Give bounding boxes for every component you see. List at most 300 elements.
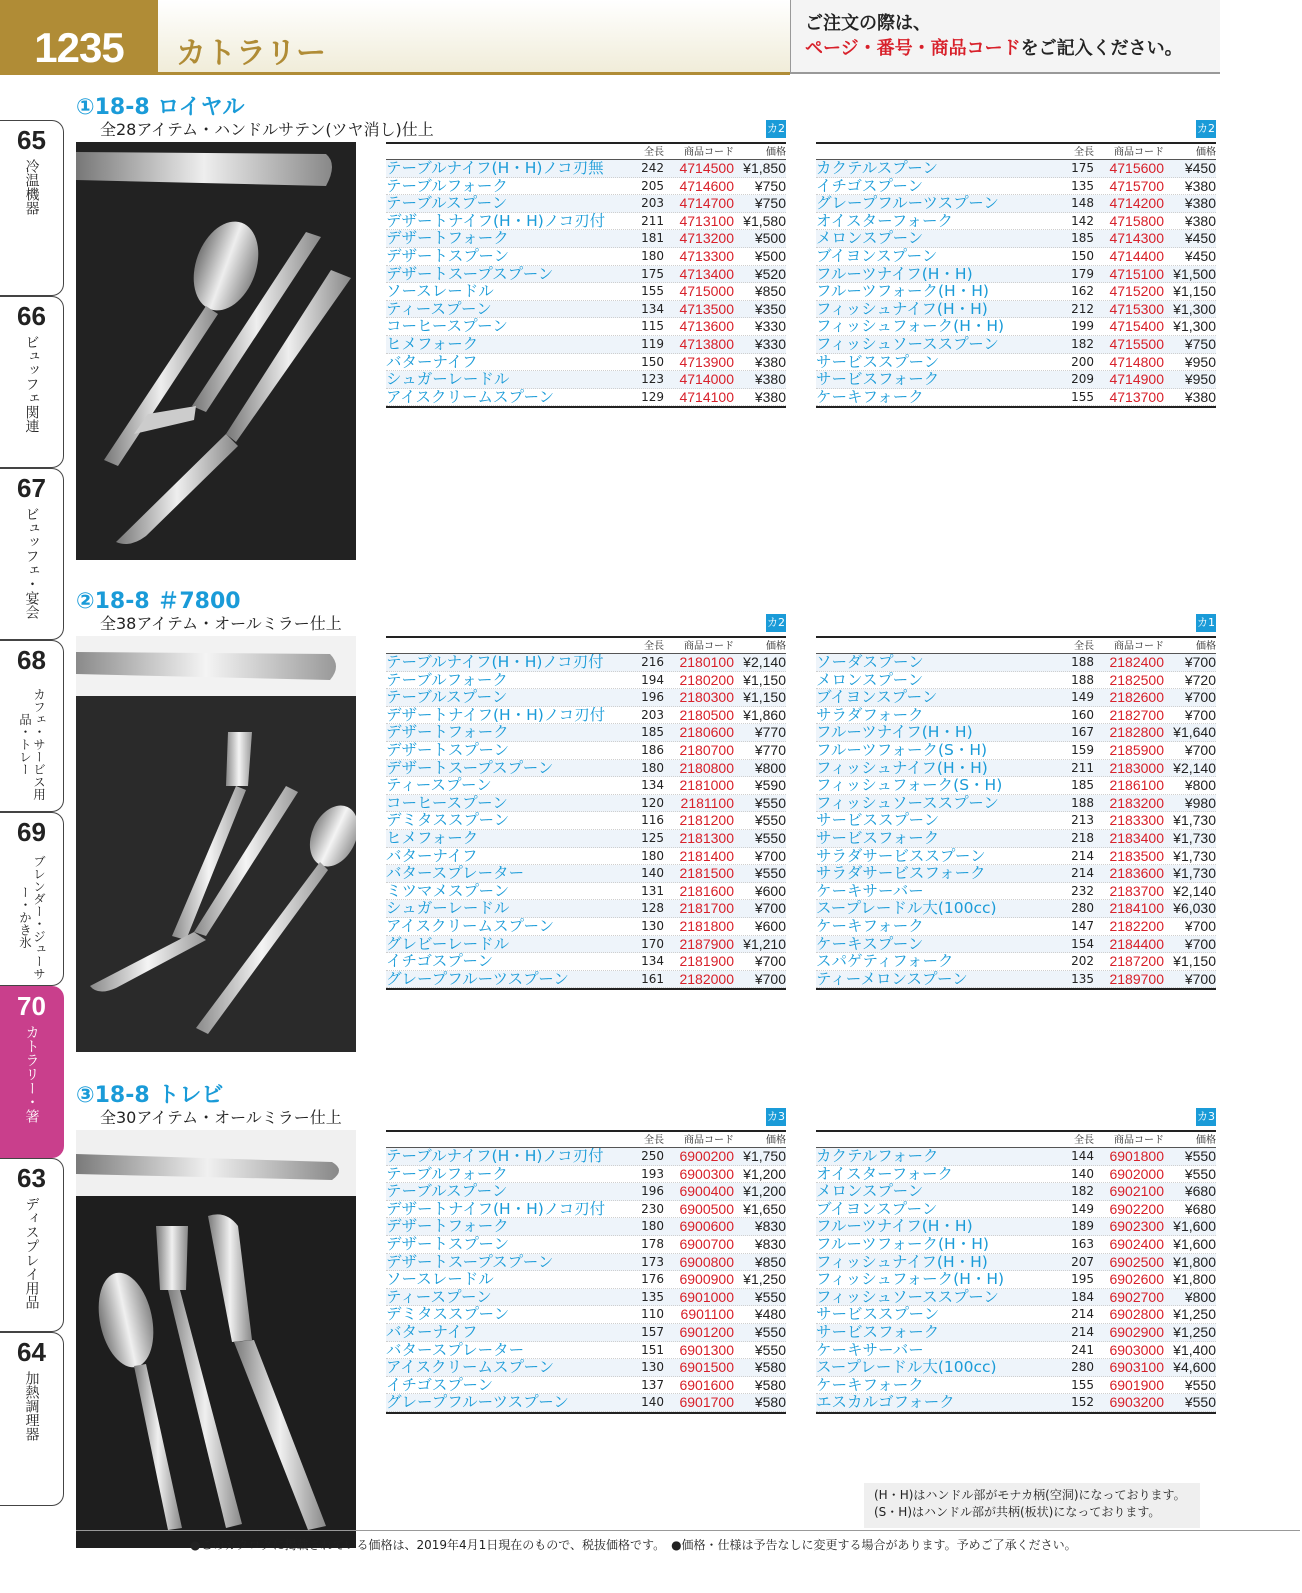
item-price: ¥500: [754, 247, 786, 264]
item-price: ¥450: [1184, 247, 1216, 264]
side-tab-67[interactable]: [0, 468, 64, 640]
item-code: 2181100: [680, 794, 734, 811]
section-subtitle-trevi: 全30アイテム・オールミラー仕上: [100, 1108, 342, 1127]
item-name: デザートフォーク: [386, 724, 509, 741]
tab-number: 65: [17, 125, 46, 155]
item-length: 144: [1071, 1149, 1094, 1163]
item-price: ¥1,250: [1173, 1323, 1216, 1340]
item-name: イチゴスプーン: [386, 1376, 494, 1394]
item-name: アイスクリームスプーン: [386, 388, 555, 406]
item-code: 2183000: [1109, 759, 1164, 776]
note-line-1: (H・H)はハンドル部がモナカ柄(空洞)になっております。: [874, 1488, 1186, 1502]
item-length: 149: [1071, 690, 1094, 705]
item-name: フィッシュフォーク(H・H): [816, 318, 1005, 335]
item-price: ¥950: [1184, 353, 1216, 370]
col-price: 価格: [766, 147, 786, 158]
tab-number: 64: [17, 1337, 46, 1367]
item-code: 2181600: [679, 882, 734, 899]
page-title: カトラリー: [176, 36, 326, 71]
item-price: ¥1,250: [1173, 1306, 1216, 1323]
item-price: ¥6,030: [1173, 900, 1216, 917]
item-code: 2184400: [1109, 935, 1164, 952]
item-name: サービススプーン: [816, 1306, 940, 1323]
table-row: [816, 1359, 1216, 1377]
table-row: [386, 654, 786, 672]
item-code: 2181700: [679, 900, 734, 917]
item-price: ¥1,730: [1173, 865, 1216, 882]
item-price: ¥550: [754, 1341, 786, 1358]
notice-highlight: ページ・番号・商品コード: [805, 38, 1021, 59]
item-length: 115: [641, 319, 664, 334]
item-length: 167: [1071, 725, 1094, 740]
item-name: テーブルフォーク: [386, 1165, 508, 1183]
item-length: 241: [1071, 1342, 1094, 1357]
table-row: [816, 213, 1216, 231]
table-row: [386, 812, 786, 830]
item-code: 6900200: [679, 1148, 734, 1164]
item-name: ケーキフォーク: [816, 388, 924, 406]
item-code: 6902600: [1109, 1271, 1164, 1288]
item-code: 4715300: [1109, 300, 1164, 317]
item-code: 2181900: [679, 953, 734, 970]
item-name: グレープフルーツスプーン: [386, 1394, 569, 1411]
table-row: [386, 354, 786, 372]
table-row: [816, 371, 1216, 389]
item-name: テーブルスプーン: [386, 195, 508, 212]
item-length: 142: [1071, 213, 1094, 228]
table-row: [386, 371, 786, 389]
price-table-7800-right: [816, 616, 1216, 990]
side-tab-69[interactable]: [0, 812, 64, 986]
item-price: ¥550: [754, 812, 786, 829]
table-row: [816, 1394, 1216, 1412]
item-code: 2180500: [679, 706, 734, 723]
col-price: 価格: [766, 1135, 786, 1146]
item-price: ¥1,500: [1173, 265, 1216, 282]
tab-label: カフェ・サービス用品・トレー: [17, 687, 47, 801]
item-name: フルーツフォーク(H・H): [816, 283, 989, 300]
item-price: ¥550: [1184, 1148, 1216, 1164]
item-code: 2183600: [1109, 865, 1164, 882]
item-length: 170: [641, 936, 664, 951]
item-price: ¥550: [1184, 1376, 1216, 1393]
item-length: 137: [641, 1377, 664, 1392]
item-length: 148: [1071, 196, 1094, 211]
item-length: 212: [1071, 301, 1094, 316]
table-header: [386, 636, 786, 654]
item-length: 196: [641, 1184, 664, 1199]
item-code: 4713200: [679, 230, 734, 247]
item-name: サービスフォーク: [816, 371, 940, 388]
table-body: [816, 1148, 1216, 1414]
item-name: デザートスプーン: [386, 741, 510, 759]
item-length: 151: [641, 1342, 664, 1357]
item-price: ¥700: [1184, 689, 1216, 706]
table-header: [386, 1130, 786, 1148]
item-price: ¥380: [1184, 212, 1216, 229]
item-code: 2182700: [1109, 706, 1164, 723]
item-price: ¥380: [1184, 195, 1216, 212]
item-code: 4715200: [1109, 283, 1164, 300]
item-length: 214: [1071, 866, 1094, 881]
item-name: ケーキフォーク: [816, 1376, 924, 1394]
item-name: デザートスープスプーン: [386, 265, 554, 283]
item-length: 180: [641, 760, 664, 775]
item-price: ¥700: [754, 970, 786, 987]
item-code: 2183300: [1109, 812, 1164, 829]
item-price: ¥4,600: [1173, 1359, 1216, 1376]
item-name: ケーキサーバー: [816, 882, 924, 900]
item-length: 155: [1071, 389, 1094, 404]
side-tab-64[interactable]: [0, 1332, 64, 1506]
item-price: ¥380: [1184, 177, 1216, 194]
item-name: ケーキスプーン: [816, 935, 924, 953]
item-name: テーブルスプーン: [386, 1183, 508, 1200]
item-price: ¥500: [754, 230, 786, 247]
item-length: 216: [641, 655, 664, 669]
item-price: ¥2,140: [1173, 882, 1216, 899]
header-rule: [0, 72, 790, 75]
table-row: [816, 1342, 1216, 1360]
item-length: 182: [1071, 336, 1094, 351]
item-code: 4713400: [679, 265, 734, 282]
item-name: デザートナイフ(H・H)ノコ刃付: [386, 706, 606, 724]
table-row: [386, 195, 786, 213]
item-name: ブイヨンスプーン: [816, 247, 938, 265]
table-row: [386, 883, 786, 901]
item-length: 175: [641, 266, 664, 281]
item-price: ¥1,600: [1173, 1218, 1216, 1235]
item-code: 6903200: [1109, 1394, 1164, 1411]
side-tab-68[interactable]: [0, 640, 64, 812]
item-name: テーブルフォーク: [386, 177, 508, 195]
item-length: 185: [1071, 231, 1094, 246]
table-row: [816, 724, 1216, 742]
item-name: デザートフォーク: [386, 230, 509, 247]
table-row: [386, 248, 786, 266]
item-code: 4713600: [679, 318, 734, 335]
table-row: [386, 918, 786, 936]
item-name: フィッシュフォーク(S・H): [816, 777, 1003, 794]
item-name: カクテルフォーク: [816, 1148, 939, 1165]
item-code: 6901600: [679, 1376, 734, 1393]
category-badge: カ1: [1196, 614, 1216, 632]
table-body: [386, 654, 786, 990]
item-length: 181: [641, 231, 664, 246]
table-row: [816, 848, 1216, 866]
item-length: 189: [1071, 1219, 1094, 1234]
section-title-trevi: ③18-8 トレビ: [76, 1083, 224, 1108]
item-length: 193: [641, 1166, 664, 1181]
item-name: ソースレードル: [386, 1271, 494, 1288]
item-length: 140: [641, 866, 664, 881]
table-row: [386, 900, 786, 918]
item-price: ¥1,650: [743, 1200, 786, 1217]
item-name: サラダサービススプーン: [816, 847, 986, 865]
item-code: 4714600: [679, 177, 734, 194]
item-length: 232: [1071, 883, 1094, 898]
price-table-trevi-right: [816, 1110, 1216, 1414]
col-length: 全長: [1074, 1135, 1094, 1146]
item-name: ティースプーン: [386, 1288, 492, 1306]
item-length: 179: [1071, 266, 1094, 281]
item-length: 173: [641, 1254, 664, 1269]
item-name: イチゴスプーン: [386, 953, 494, 970]
section-title-royal: ①18-8 ロイヤル: [76, 95, 245, 120]
table-header: [816, 142, 1216, 160]
item-name: ミツマメスプーン: [386, 882, 510, 900]
item-length: 149: [1071, 1201, 1094, 1216]
notice-line-2: [805, 36, 1208, 62]
side-tab-66[interactable]: [0, 296, 64, 468]
item-length: 199: [1071, 319, 1094, 334]
col-length: 全長: [644, 147, 664, 158]
product-photo-trevi: [76, 1130, 356, 1548]
item-price: ¥770: [754, 724, 786, 741]
table-row: [816, 1289, 1216, 1307]
item-name: アイスクリームスプーン: [386, 1359, 555, 1376]
item-length: 140: [641, 1395, 664, 1410]
item-price: ¥450: [1184, 160, 1216, 176]
item-name: コーヒースプーン: [386, 794, 508, 812]
item-price: ¥380: [754, 353, 786, 370]
item-length: 202: [1071, 954, 1094, 969]
item-length: 230: [641, 1201, 664, 1216]
table-row: [816, 883, 1216, 901]
item-length: 185: [641, 725, 664, 740]
product-photo-7800: [76, 636, 356, 1052]
category-badge: カ2: [1196, 120, 1216, 138]
item-price: ¥480: [754, 1306, 786, 1323]
item-length: 178: [641, 1236, 664, 1251]
item-code: 6902700: [1109, 1288, 1164, 1305]
item-code: 4714300: [1109, 230, 1164, 247]
item-price: ¥550: [1184, 1165, 1216, 1182]
notice-line-1: ご注文の際は、: [805, 13, 931, 34]
item-name: フルーツナイフ(H・H): [816, 1218, 973, 1235]
item-code: 4713900: [679, 353, 734, 370]
item-price: ¥950: [1184, 371, 1216, 388]
item-length: 135: [641, 1289, 664, 1304]
table-row: [386, 1218, 786, 1236]
item-code: 6902400: [1109, 1235, 1164, 1252]
item-price: ¥700: [1184, 935, 1216, 952]
item-price: ¥1,800: [1173, 1271, 1216, 1288]
side-tab-65[interactable]: [0, 120, 64, 296]
table-row: [386, 1166, 786, 1184]
item-price: ¥550: [754, 1288, 786, 1305]
item-price: ¥700: [1184, 970, 1216, 987]
col-code: 商品コード: [684, 641, 734, 652]
table-row: [816, 1218, 1216, 1236]
item-name: デミタススプーン: [386, 812, 510, 829]
item-price: ¥1,300: [1173, 300, 1216, 317]
item-code: 6901900: [1109, 1376, 1164, 1393]
item-price: ¥800: [1184, 1288, 1216, 1305]
item-code: 6900600: [679, 1218, 734, 1235]
item-name: フィッシュソーススプーン: [816, 335, 999, 353]
item-name: フルーツフォーク(S・H): [816, 741, 988, 759]
item-price: ¥1,850: [743, 160, 786, 176]
table-header: [816, 636, 1216, 654]
col-price: 価格: [766, 641, 786, 652]
item-price: ¥1,600: [1173, 1235, 1216, 1252]
table-row: [386, 1324, 786, 1342]
item-code: 2187900: [679, 935, 734, 952]
price-table-trevi-left: [386, 1110, 786, 1414]
item-code: 6900400: [679, 1183, 734, 1200]
item-length: 194: [641, 672, 664, 687]
table-body: [816, 160, 1216, 408]
item-code: 2183700: [1109, 882, 1164, 899]
col-length: 全長: [1074, 641, 1094, 652]
item-price: ¥770: [754, 741, 786, 758]
table-row: [386, 742, 786, 760]
item-name: ブイヨンスプーン: [816, 1200, 938, 1218]
table-row: [816, 830, 1216, 848]
table-row: [816, 1377, 1216, 1395]
table-row: [816, 1201, 1216, 1219]
item-code: 6901800: [1109, 1148, 1164, 1164]
table-row: [816, 1271, 1216, 1289]
table-row: [816, 389, 1216, 407]
item-price: ¥2,140: [743, 654, 786, 670]
item-length: 195: [1071, 1272, 1094, 1287]
item-name: サービスフォーク: [816, 1323, 940, 1341]
item-name: メロンスプーン: [816, 671, 924, 689]
item-name: カクテルスプーン: [816, 160, 938, 177]
tab-number: 67: [17, 473, 46, 503]
item-name: サラダサービスフォーク: [816, 865, 986, 882]
category-badge: カ3: [1196, 1108, 1216, 1126]
item-price: ¥550: [754, 829, 786, 846]
item-code: 2185900: [1109, 741, 1164, 758]
item-length: 134: [641, 301, 664, 316]
item-code: 4713800: [679, 335, 734, 352]
notice-rest: をご記入ください。: [1020, 38, 1183, 59]
item-length: 157: [641, 1324, 664, 1339]
item-length: 180: [641, 848, 664, 863]
table-row: [386, 336, 786, 354]
item-code: 6900900: [679, 1271, 734, 1288]
table-row: [386, 1183, 786, 1201]
item-name: グレープフルーツスプーン: [816, 195, 999, 212]
item-code: 2187200: [1109, 953, 1164, 970]
item-code: 2180300: [679, 689, 734, 706]
item-length: 123: [641, 372, 664, 387]
item-name: デザートナイフ(H・H)ノコ刃付: [386, 1200, 606, 1218]
item-code: 6901700: [679, 1394, 734, 1411]
item-name: ティースプーン: [386, 300, 492, 318]
item-code: 6901300: [679, 1341, 734, 1358]
item-price: ¥680: [1184, 1183, 1216, 1200]
item-name: ブイヨンスプーン: [816, 689, 938, 706]
item-name: イチゴスプーン: [816, 177, 924, 195]
table-row: [816, 266, 1216, 284]
item-price: ¥700: [1184, 654, 1216, 670]
item-name: サービススプーン: [816, 812, 940, 829]
item-name: フルーツナイフ(H・H): [816, 265, 973, 283]
product-photo-royal: [76, 142, 356, 560]
item-length: 184: [1071, 1289, 1094, 1304]
table-row: [386, 795, 786, 813]
item-price: ¥580: [754, 1376, 786, 1393]
tab-number: 70: [17, 991, 46, 1021]
table-header: [816, 1130, 1216, 1148]
side-tab-70[interactable]: [0, 986, 64, 1158]
item-code: 2180800: [679, 759, 734, 776]
table-row: [816, 318, 1216, 336]
table-row: [816, 160, 1216, 178]
item-length: 209: [1071, 372, 1094, 387]
item-name: テーブルナイフ(H・H)ノコ刃付: [386, 1148, 604, 1165]
item-length: 188: [1071, 672, 1094, 687]
item-length: 214: [1071, 848, 1094, 863]
item-length: 155: [641, 284, 664, 299]
item-code: 4715100: [1109, 265, 1164, 282]
table-row: [386, 389, 786, 407]
table-row: [386, 971, 786, 989]
tab-number: 63: [17, 1163, 46, 1193]
table-row: [816, 1166, 1216, 1184]
table-row: [386, 160, 786, 178]
item-length: 161: [641, 971, 664, 986]
item-length: 211: [641, 213, 664, 228]
item-name: デミタススプーン: [386, 1306, 510, 1323]
item-price: ¥380: [1184, 388, 1216, 405]
table-header: [386, 142, 786, 160]
table-row: [816, 1306, 1216, 1324]
table-row: [816, 777, 1216, 795]
side-tab-63[interactable]: [0, 1158, 64, 1332]
item-length: 205: [641, 178, 664, 193]
item-code: 2181500: [679, 865, 734, 882]
item-name: エスカルゴフォーク: [816, 1394, 955, 1411]
item-code: 6900700: [679, 1235, 734, 1252]
table-body: [816, 654, 1216, 990]
table-row: [816, 918, 1216, 936]
item-name: デザートナイフ(H・H)ノコ刃付: [386, 212, 606, 230]
item-price: ¥830: [754, 1218, 786, 1235]
item-name: バターナイフ: [386, 1323, 478, 1341]
item-price: ¥700: [1184, 917, 1216, 934]
item-price: ¥600: [754, 882, 786, 899]
item-price: ¥750: [754, 177, 786, 194]
item-length: 213: [1071, 813, 1094, 828]
item-length: 129: [641, 389, 664, 404]
item-length: 160: [1071, 707, 1094, 722]
item-length: 131: [641, 883, 664, 898]
item-price: ¥550: [754, 865, 786, 882]
table-row: [816, 795, 1216, 813]
tab-label: カトラリー・箸: [23, 1025, 40, 1123]
table-row: [386, 213, 786, 231]
item-name: テーブルナイフ(H・H)ノコ刃無: [386, 160, 604, 177]
item-length: 214: [1071, 1324, 1094, 1339]
item-length: 150: [1071, 248, 1094, 263]
tab-label: 加熱調理器: [23, 1371, 40, 1441]
table-row: [816, 900, 1216, 918]
item-price: ¥1,730: [1173, 812, 1216, 829]
table-row: [816, 742, 1216, 760]
item-length: 155: [1071, 1377, 1094, 1392]
item-code: 2189700: [1109, 970, 1164, 987]
item-price: ¥700: [754, 847, 786, 864]
item-price: ¥520: [754, 265, 786, 282]
item-length: 135: [1071, 178, 1094, 193]
item-length: 211: [1071, 760, 1094, 775]
item-length: 120: [641, 795, 664, 810]
